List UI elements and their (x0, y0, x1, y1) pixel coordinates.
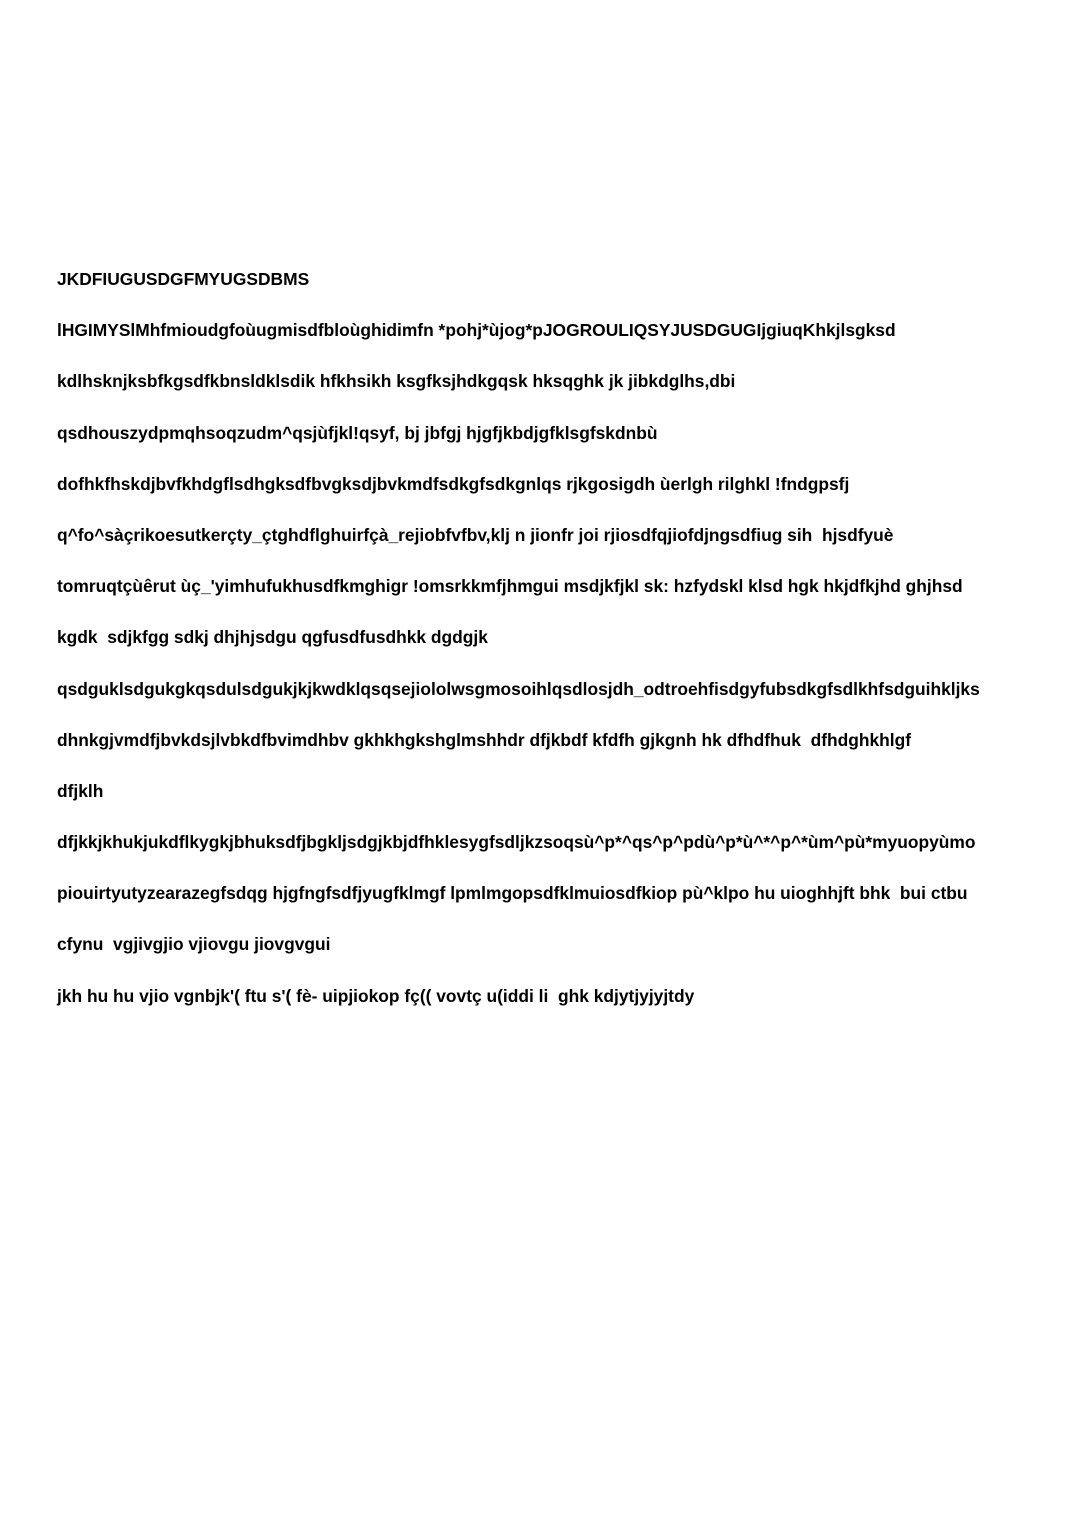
text-line: lHGIMYSlMhfmioudgfoùugmisdfbloùghidimfn *pohj*ùjog*pJOGROULIQSYJUSDGUGIjgiuqKhkjlsgksd (57, 320, 896, 341)
text-line: cfynu vgjivgjio vjiovgu jiovgvgui (57, 934, 331, 955)
document-title: JKDFIUGUSDGFMYUGSDBMS (57, 269, 310, 289)
text-line: q^fo^sàçrikoesutkerçty_çtghdflghuirfçà_rejiobfvfbv,klj n jionfr joi rjiosdfqjiofdjngsdfiug sih hjsdfyuè (57, 524, 894, 545)
text-line: qsdhouszydpmqhsoqzudm^qsjùfjkl!qsyf, bj jbfgj hjgfjkbdjgfklsgfskdnbù (57, 422, 658, 443)
text-line: piouirtyutyzearazegfsdqg hjgfngfsdfjyugfklmgf lpmlmgopsdfklmuiosdfkiop pù^klpo hu uioghhjft bhk bui ctbu (57, 883, 968, 904)
text-line: qsdguklsdgukgkqsdulsdgukjkjkwdklqsqsejiololwsgmosoihlqsdlosjdh_odtroehfisdgyfubsdkgfsdlkhfsdguihkljks (57, 678, 980, 699)
document-body (57, 268, 1067, 1036)
text-line: jkh hu hu vjio vgnbjk'( ftu s'( fè- uipjiokop fç(( vovtç u(iddi li ghk kdjytjyjyjtdy (57, 985, 695, 1006)
text-line: tomruqtçùêrut ùç_'yimhufukhusdfkmghigr !omsrkkmfjhmgui msdjkfjkl sk: hzfydskl klsd hgk hkjdfkjhd ghjhsd (57, 576, 963, 597)
text-line: dfjklh (57, 780, 104, 801)
text-line: dfjkkjkhukjukdflkygkjbhuksdfjbgkljsdgjkbjdfhklesygfsdljkzsoqsù^p*^qs^p^pdù^p*ù^*^p^*ùm^pù*myuopyùmo (57, 832, 976, 853)
text-line: kdlhsknjksbfkgsdfkbnsldklsdik hfkhsikh ksgfksjhdkgqsk hksqghk jk jibkdglhs,dbi (57, 371, 736, 392)
text-line: dofhkfhskdjbvfkhdgflsdhgksdfbvgksdjbvkmdfsdkgfsdkgnlqs rjkgosigdh ùerlgh rilghkl !fndgpsfj (57, 473, 850, 494)
text-line: kgdk sdjkfgg sdkj dhjhjsdgu qgfusdfusdhkk dgdgjk (57, 627, 488, 648)
text-line: dhnkgjvmdfjbvkdsjlvbkdfbvimdhbv gkhkhgkshglmshhdr dfjkbdf kfdfh gjkgnh hk dfhdfhuk dfhdghkhlgf (57, 729, 912, 750)
